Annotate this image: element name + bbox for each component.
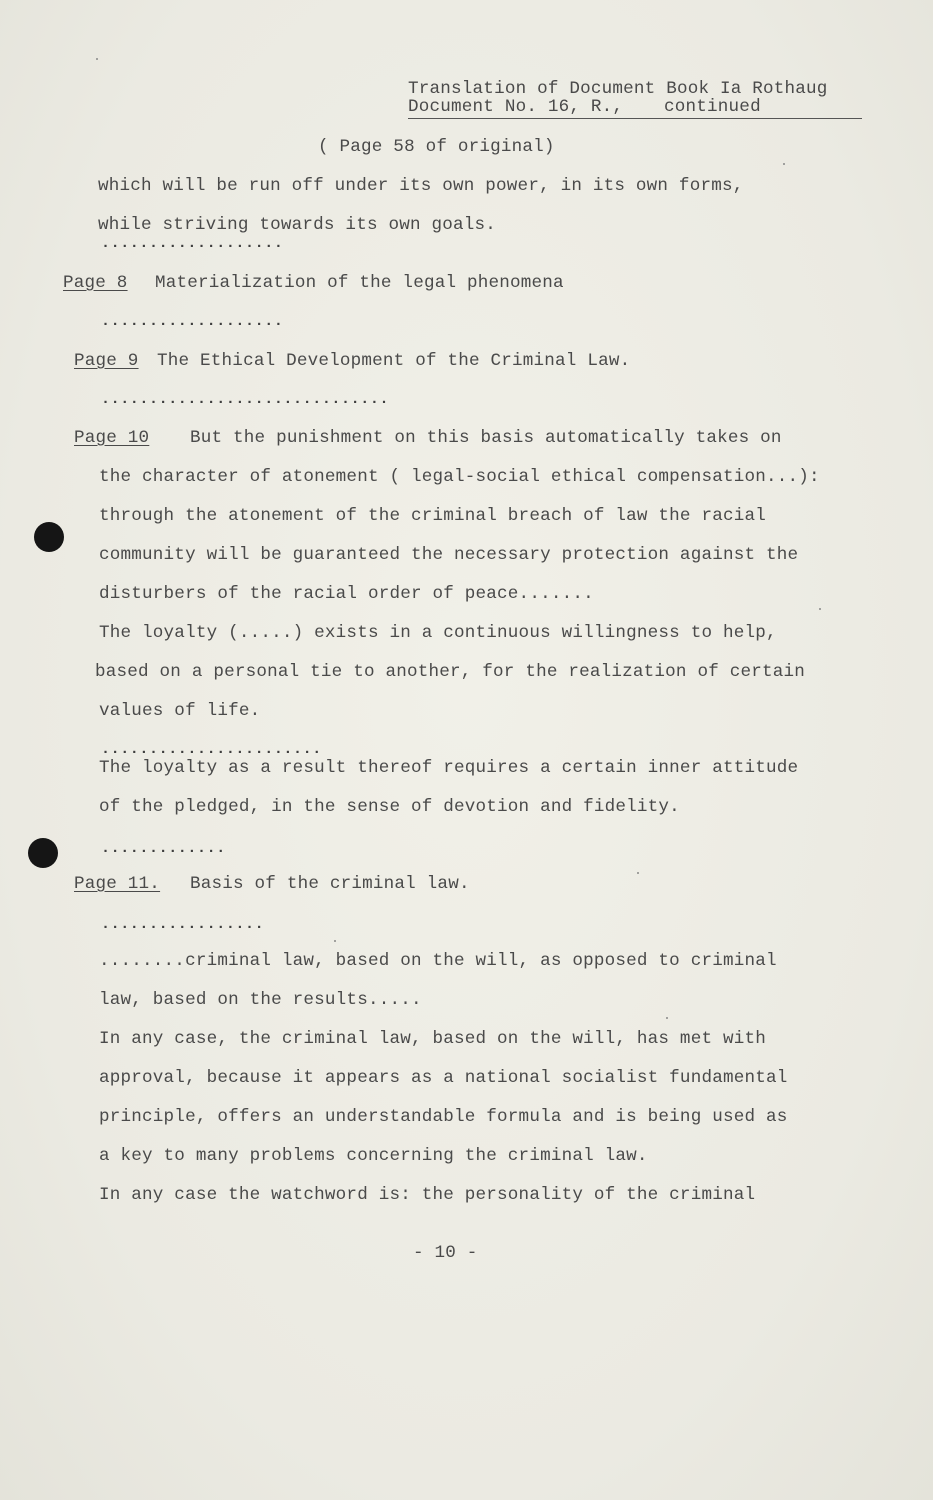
page-10-line-9: The loyalty as a result thereof requires a certain inner attitude (99, 758, 799, 778)
header-underline (408, 118, 862, 119)
page-9-title: The Ethical Development of the Criminal Law. (157, 351, 631, 371)
page-10-line-10: of the pledged, in the sense of devotion and fidelity. (99, 797, 680, 817)
page-10-line-2: the character of atonement ( legal-social ethical compensation...): (99, 467, 820, 487)
page-10-line-6: The loyalty (.....) exists in a continuous willingness to help, (99, 623, 777, 643)
page-number: - 10 - (413, 1243, 478, 1263)
punch-hole-upper (34, 522, 64, 552)
page-11-line-3: In any case, the criminal law, based on the will, has met with (99, 1029, 766, 1049)
original-page-reference: ( Page 58 of original) (318, 137, 555, 157)
page-11-line-7: In any case the watchword is: the personality of the criminal (99, 1185, 756, 1205)
header-doc-continued: continued (664, 97, 761, 117)
omission-dots: .............................. (101, 391, 390, 408)
page-11-line-2: law, based on the results..... (99, 990, 422, 1010)
paper-speck (637, 872, 639, 874)
page-11-label: Page 11. (74, 874, 161, 894)
intro-line-2: while striving towards its own goals. (98, 215, 497, 235)
omission-dots: ................. (101, 916, 265, 933)
omission-dots: ............. (101, 840, 226, 857)
punch-hole-lower (28, 838, 58, 868)
header-title: Translation of Document Book Ia Rothaug (408, 79, 828, 99)
header-doc-number: Document No. 16, R., (408, 97, 624, 117)
paper-speck (96, 58, 98, 60)
omission-dots: ....................... (101, 741, 322, 758)
page-11-line-6: a key to many problems concerning the criminal law. (99, 1146, 648, 1166)
page-10-line-4: community will be guaranteed the necessary protection against the (99, 545, 799, 565)
page-9-label: Page 9 (74, 351, 139, 371)
paper-speck (783, 163, 785, 165)
page-11-line-4: approval, because it appears as a national socialist fundamental (99, 1068, 788, 1088)
paper-speck (666, 1017, 668, 1019)
paper-speck (334, 940, 336, 942)
page-11-line-1: ........criminal law, based on the will, as opposed to criminal (99, 951, 777, 971)
page-8-title: Materialization of the legal phenomena (155, 273, 564, 293)
intro-line-1: which will be run off under its own power, in its own forms, (98, 176, 744, 196)
page-10-line-8: values of life. (99, 701, 261, 721)
page-10-line-1: But the punishment on this basis automatically takes on (190, 428, 782, 448)
page-8-label: Page 8 (63, 273, 128, 293)
page-11-title: Basis of the criminal law. (190, 874, 470, 894)
page-10-line-7: based on a personal tie to another, for the realization of certain (95, 662, 806, 682)
omission-dots: ................... (101, 313, 284, 330)
page-10-line-5: disturbers of the racial order of peace....... (99, 584, 594, 604)
paper-speck (819, 608, 821, 610)
page-11-line-5: principle, offers an understandable formula and is being used as (99, 1107, 788, 1127)
page-10-label: Page 10 (74, 428, 150, 448)
page-10-line-3: through the atonement of the criminal breach of law the racial (99, 506, 766, 526)
omission-dots: ................... (101, 235, 284, 252)
